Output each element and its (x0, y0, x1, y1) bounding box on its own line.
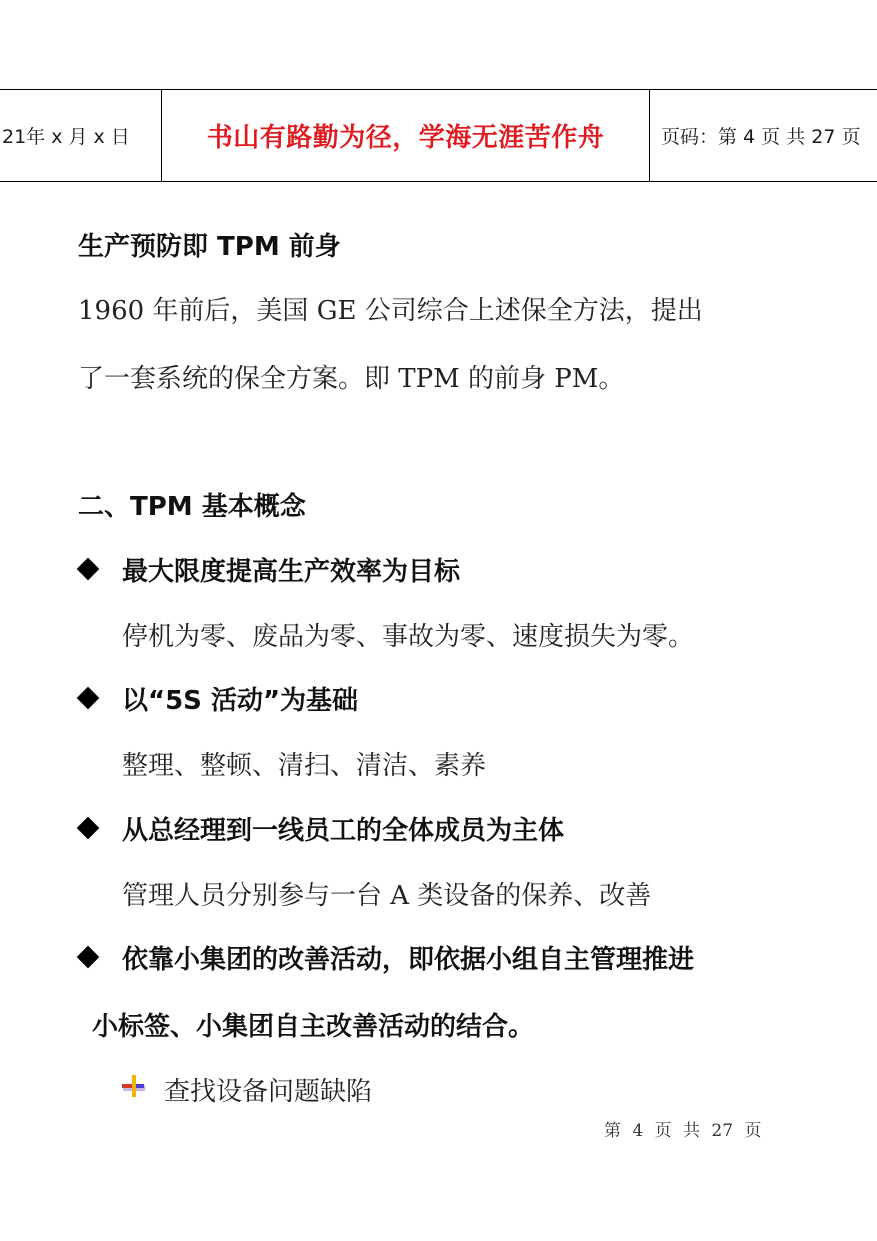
diamond-bullet-icon (77, 687, 100, 710)
section-pm-paragraph-line-1: 1960 年前后，美国 GE 公司综合上述保全方法，提出 (78, 296, 703, 326)
header-motto: 书山有路勤为径，学海无涯苦作舟 (162, 90, 650, 181)
concept-item-2-detail: 整理、整顿、清扫、清洁、素养 (122, 751, 487, 781)
concept-item-1-heading: 最大限度提高生产效率为目标 (122, 557, 461, 587)
page-header (0, 89, 877, 182)
diamond-bullet-icon (77, 558, 100, 581)
concept-item-4-heading: 依靠小集团的改善活动，即依据小组自主管理推进 (122, 945, 695, 975)
concept-item-1-detail: 停机为零、废品为零、事故为零、速度损失为零。 (122, 622, 695, 652)
header-date: 21年 x 月 x 日 (0, 90, 162, 181)
concept-item-3-heading: 从总经理到一线员工的全体成员为主体 (122, 816, 565, 846)
page-footer: 第 4 页 共 27 页 (604, 1121, 762, 1141)
diamond-bullet-icon (77, 946, 100, 969)
diamond-bullet-icon (77, 817, 100, 840)
sub-item-text: 查找设备问题缺陷 (164, 1077, 373, 1107)
section-two-title: 二、TPM 基本概念 (78, 492, 306, 522)
concept-item-4-continuation: 小标签、小集团自主改善活动的结合。 (92, 1012, 535, 1042)
section-pm-paragraph-line-2: 了一套系统的保全方案。即 TPM 的前身 PM。 (78, 364, 625, 394)
plus-bullet-icon (121, 1074, 147, 1098)
concept-item-2-heading: 以“5S 活动”为基础 (122, 686, 359, 716)
concept-item-3-detail: 管理人员分别参与一台 A 类设备的保养、改善 (122, 881, 652, 911)
header-page-number: 页码：第 4 页 共 27 页 (661, 126, 861, 148)
section-pm-title: 生产预防即 TPM 前身 (78, 232, 341, 262)
